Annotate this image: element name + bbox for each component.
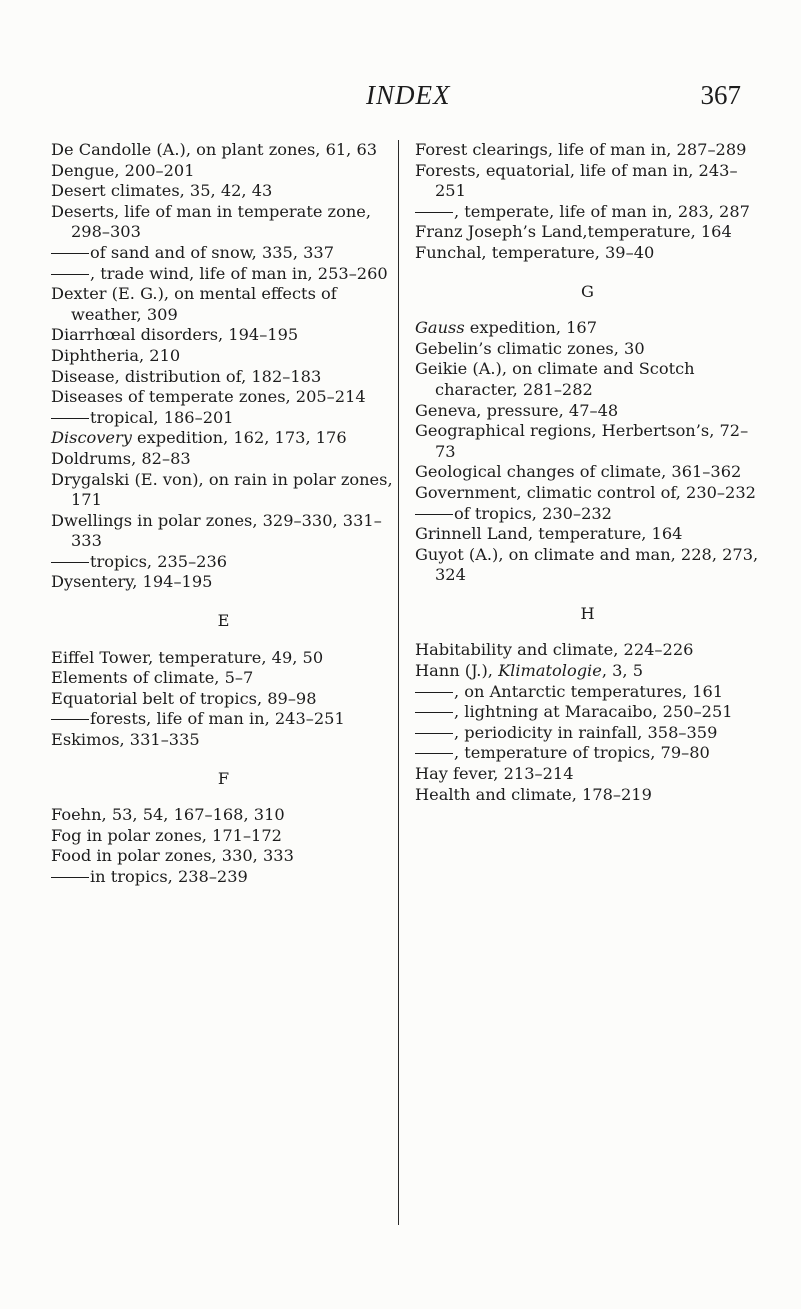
index-entry (415, 640, 760, 661)
entry-text: Funchal, temperature, 39–40 (415, 242, 655, 262)
entry-italic: Klimatologie (498, 661, 602, 681)
index-column-right (415, 140, 760, 805)
entry-text: Dexter (E. G.), on mental effects of weather, 309 (51, 284, 337, 324)
index-entry (415, 318, 760, 339)
index-subentry (415, 202, 760, 223)
index-entry (415, 222, 760, 243)
entry-text: Geneva, pressure, 47–48 (415, 400, 619, 420)
section-letter: G (581, 281, 594, 301)
entry-text: Desert climates, 35, 42, 43 (51, 181, 273, 201)
index-entry (415, 339, 760, 360)
page-header (0, 80, 801, 120)
section-letter: F (217, 768, 230, 788)
index-subentry (51, 867, 396, 888)
entry-text: Geikie (A.), on climate and Scotch character, 281–282 (415, 359, 695, 399)
repeat-dash (51, 253, 89, 254)
entry-text: Grinnell Land, temperature, 164 (415, 524, 683, 544)
index-entry (415, 661, 760, 682)
entry-text: Foehn, 53, 54, 167–168, 310 (51, 805, 285, 825)
page-number: 367 (700, 80, 741, 110)
entry-italic: Gauss (415, 318, 465, 338)
index-entry (415, 524, 760, 545)
entry-text: Drygalski (E. von), on rain in polar zones, 171 (51, 469, 393, 510)
index-entry (51, 367, 396, 388)
entry-text: Dysentery, 194–195 (51, 572, 213, 592)
index-entry (51, 668, 396, 689)
index-entry (51, 805, 396, 826)
entry-text: , 3, 5 (601, 661, 644, 681)
entry-text: Forests, equatorial, life of man in, 243–251 (415, 160, 738, 201)
index-entry (51, 572, 396, 593)
entry-text: of tropics, 230–232 (454, 503, 612, 523)
entry-text: tropical, 186–201 (90, 407, 234, 427)
entry-text: De Candolle (A.), on plant zones, 61, 63 (51, 140, 378, 159)
entry-text: expedition, 167 (464, 318, 598, 338)
index-subentry (415, 723, 760, 744)
entry-text: Diarrhœal disorders, 194–195 (51, 325, 299, 345)
entry-text: , on Antarctic temperatures, 161 (454, 681, 724, 701)
repeat-dash (51, 274, 89, 275)
index-entry (51, 161, 396, 182)
entry-text: expedition, 162, 173, 176 (131, 428, 347, 448)
section-letter: E (217, 611, 230, 631)
index-subentry (51, 243, 396, 264)
entry-text: Hann (J.), (415, 661, 499, 681)
entry-text: Geological changes of climate, 361–362 (415, 462, 742, 482)
index-entry (51, 846, 396, 867)
entry-text: Dengue, 200–201 (51, 160, 195, 180)
index-entry (415, 243, 760, 264)
index-entry (415, 161, 760, 202)
repeat-dash (415, 712, 453, 713)
index-entry (415, 359, 760, 400)
entry-text: Habitability and climate, 224–226 (415, 640, 694, 660)
entry-text: , trade wind, life of man in, 253–260 (90, 263, 388, 283)
index-column-left (51, 140, 396, 888)
index-entry (51, 730, 396, 751)
entry-text: Hay fever, 213–214 (415, 764, 574, 784)
entry-text: tropics, 235–236 (90, 551, 228, 571)
entry-text: Diphtheria, 210 (51, 345, 181, 365)
repeat-dash (415, 514, 453, 515)
entry-text: Geographical regions, Herbertson’s, 72–73 (415, 421, 749, 461)
entry-text: Guyot (A.), on climate and man, 228, 273, 324 (415, 544, 759, 585)
entry-text: Government, climatic control of, 230–232 (415, 482, 756, 502)
entry-text: , lightning at Maracaibo, 250–251 (454, 702, 733, 722)
entry-text: , temperate, life of man in, 283, 287 (454, 201, 750, 221)
section-letter: H (580, 603, 595, 623)
entry-text: Elements of climate, 5–7 (51, 668, 254, 688)
index-subentry (415, 504, 760, 525)
entry-text: Equatorial belt of tropics, 89–98 (51, 688, 317, 708)
entry-text: Deserts, life of man in temperate zone, 298–303 (51, 201, 371, 242)
index-entry (51, 511, 396, 552)
index-entry (51, 826, 396, 847)
repeat-dash (415, 733, 453, 734)
index-entry (51, 140, 396, 161)
entry-text: , periodicity in rainfall, 358–359 (454, 722, 718, 742)
repeat-dash (51, 877, 89, 878)
repeat-dash (51, 418, 89, 419)
entry-text: Food in polar zones, 330, 333 (51, 846, 294, 866)
index-entry (51, 325, 396, 346)
index-entry (51, 428, 396, 449)
entry-italic: Discovery (51, 428, 132, 448)
index-entry (51, 346, 396, 367)
index-entry (51, 689, 396, 710)
index-subentry (415, 743, 760, 764)
entry-text: Health and climate, 178–219 (415, 784, 652, 804)
index-subentry (415, 682, 760, 703)
index-entry (415, 401, 760, 422)
index-entry (415, 545, 760, 586)
index-entry (51, 181, 396, 202)
column-divider (398, 140, 399, 1225)
page-title: INDEX (366, 80, 451, 110)
index-entry (51, 449, 396, 470)
entry-text: in tropics, 238–239 (90, 867, 248, 886)
entry-text: Fog in polar zones, 171–172 (51, 825, 282, 845)
repeat-dash (51, 719, 89, 720)
entry-text: Dwellings in polar zones, 329–330, 331–333 (51, 510, 382, 551)
entry-text: , temperature of tropics, 79–80 (454, 743, 710, 763)
index-subentry (51, 552, 396, 573)
entry-text: Forest clearings, life of man in, 287–289 (415, 140, 747, 159)
index-entry (415, 785, 760, 806)
entry-text: forests, life of man in, 243–251 (90, 709, 345, 729)
index-subentry (51, 264, 396, 285)
index-entry (415, 483, 760, 504)
index-entry (51, 470, 396, 511)
index-subentry (51, 709, 396, 730)
index-entry (51, 387, 396, 408)
entry-text: Disease, distribution of, 182–183 (51, 366, 322, 386)
entry-text: Eskimos, 331–335 (51, 730, 200, 750)
index-entry (51, 648, 396, 669)
entry-text: Gebelin’s climatic zones, 30 (415, 338, 645, 358)
index-entry (415, 462, 760, 483)
repeat-dash (415, 212, 453, 213)
index-entry (51, 284, 396, 325)
index-entry (51, 202, 396, 243)
entry-text: Doldrums, 82–83 (51, 448, 191, 468)
entry-text: Franz Joseph’s Land,temperature, 164 (415, 222, 732, 242)
index-subentry (415, 702, 760, 723)
index-entry (415, 140, 760, 161)
index-entry (415, 421, 760, 462)
index-entry (415, 764, 760, 785)
repeat-dash (51, 562, 89, 563)
entry-text: Diseases of temperate zones, 205–214 (51, 387, 366, 407)
index-subentry (51, 408, 396, 429)
repeat-dash (415, 753, 453, 754)
entry-text: of sand and of snow, 335, 337 (90, 242, 335, 262)
repeat-dash (415, 692, 453, 693)
entry-text: Eiffel Tower, temperature, 49, 50 (51, 647, 324, 667)
